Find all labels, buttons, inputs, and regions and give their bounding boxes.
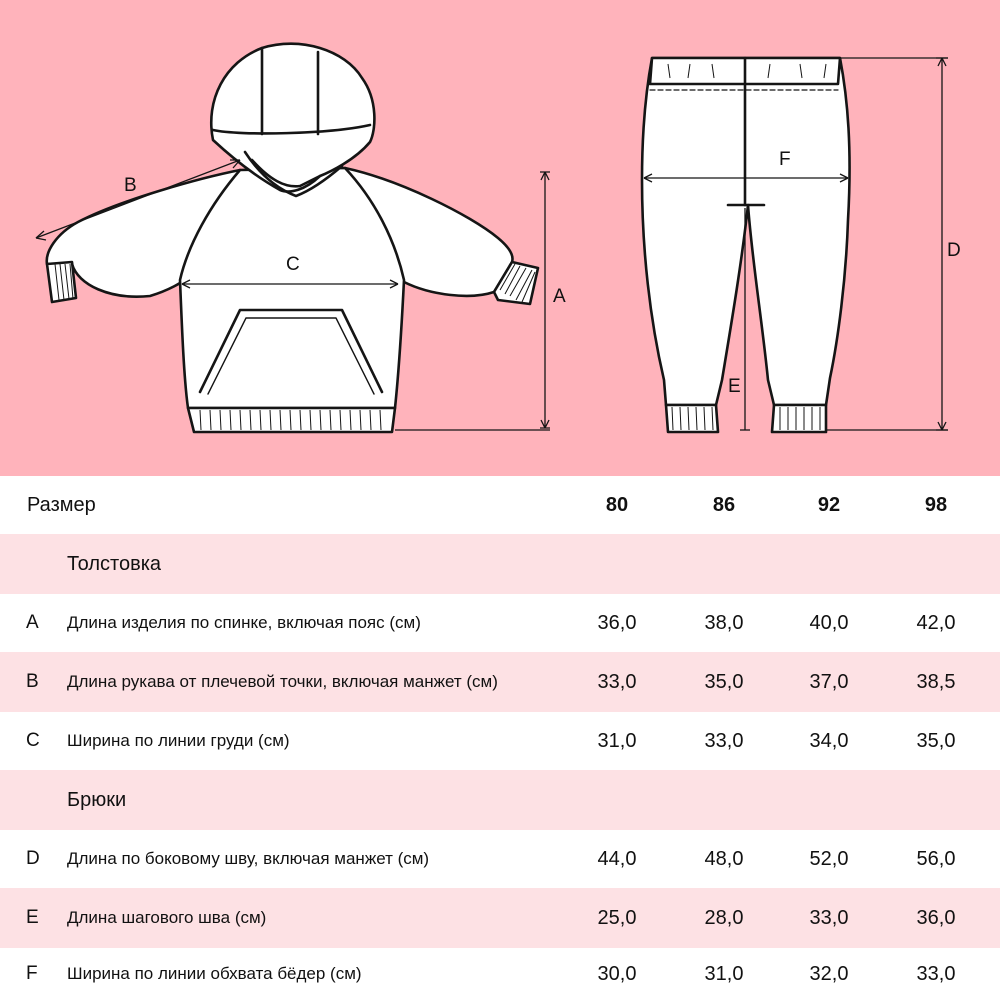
row-value: 37,0 [809,670,849,693]
row-value: 52,0 [809,847,849,870]
label-f: F [779,149,791,170]
row-letter: E [26,907,39,928]
row-value: 35,0 [704,670,744,693]
row-letter: D [26,848,40,869]
row-description: Длина шагового шва (см) [67,908,267,927]
row-value: 48,0 [704,847,744,870]
table-header-row [0,476,1000,534]
row-value: 36,0 [597,611,637,634]
row-letter: C [26,730,40,751]
row-value: 25,0 [597,906,637,929]
size-86: 86 [712,493,736,516]
row-value: 31,0 [704,962,744,985]
size-80: 80 [605,493,629,516]
garment-diagram [0,0,1000,476]
pants-left-cuff [666,405,718,432]
table-row [0,712,1000,770]
row-value: 36,0 [916,906,956,929]
size-98: 98 [924,493,948,516]
section-title-hoodie: Толстовка [67,552,162,575]
label-c: C [286,254,300,275]
table-row [0,948,1000,1000]
row-value: 33,0 [704,729,744,752]
row-value: 56,0 [916,847,956,870]
row-value: 38,0 [704,611,744,634]
row-value: 40,0 [809,611,849,634]
label-e: E [728,376,741,397]
table-row [0,652,1000,712]
section-title-row [0,770,1000,830]
section-title-pants: Брюки [67,788,127,811]
row-value: 32,0 [809,962,849,985]
garment-diagram-panel [0,0,1000,476]
row-value: 33,0 [916,962,956,985]
row-value: 34,0 [809,729,849,752]
row-value: 42,0 [916,611,956,634]
row-value: 30,0 [597,962,637,985]
row-value: 35,0 [916,729,956,752]
table-row [0,888,1000,948]
table-row [0,594,1000,652]
row-value: 33,0 [597,670,637,693]
section-title-row [0,534,1000,594]
row-value: 33,0 [809,906,849,929]
label-a: A [553,286,566,307]
table-row [0,830,1000,888]
row-value: 44,0 [597,847,637,870]
row-description: Ширина по линии груди (см) [67,731,290,750]
row-description: Длина рукава от плечевой точки, включая манжет (см) [67,672,498,691]
row-letter: A [26,612,39,633]
label-d: D [947,240,961,261]
row-description: Длина изделия по спинке, включая пояс (см) [67,613,421,632]
row-value: 38,5 [916,670,956,693]
label-b: B [124,175,137,196]
size-92: 92 [817,493,841,516]
row-description: Ширина по линии обхвата бёдер (см) [67,964,362,983]
row-value: 31,0 [597,729,637,752]
row-value: 28,0 [704,906,744,929]
row-letter: F [26,963,38,984]
size-header-label: Размер [27,493,96,516]
row-letter: B [26,671,39,692]
row-description: Длина по боковому шву, включая манжет (см) [67,849,430,868]
hoodie-body [180,168,404,408]
hoodie-waistband [188,408,395,432]
